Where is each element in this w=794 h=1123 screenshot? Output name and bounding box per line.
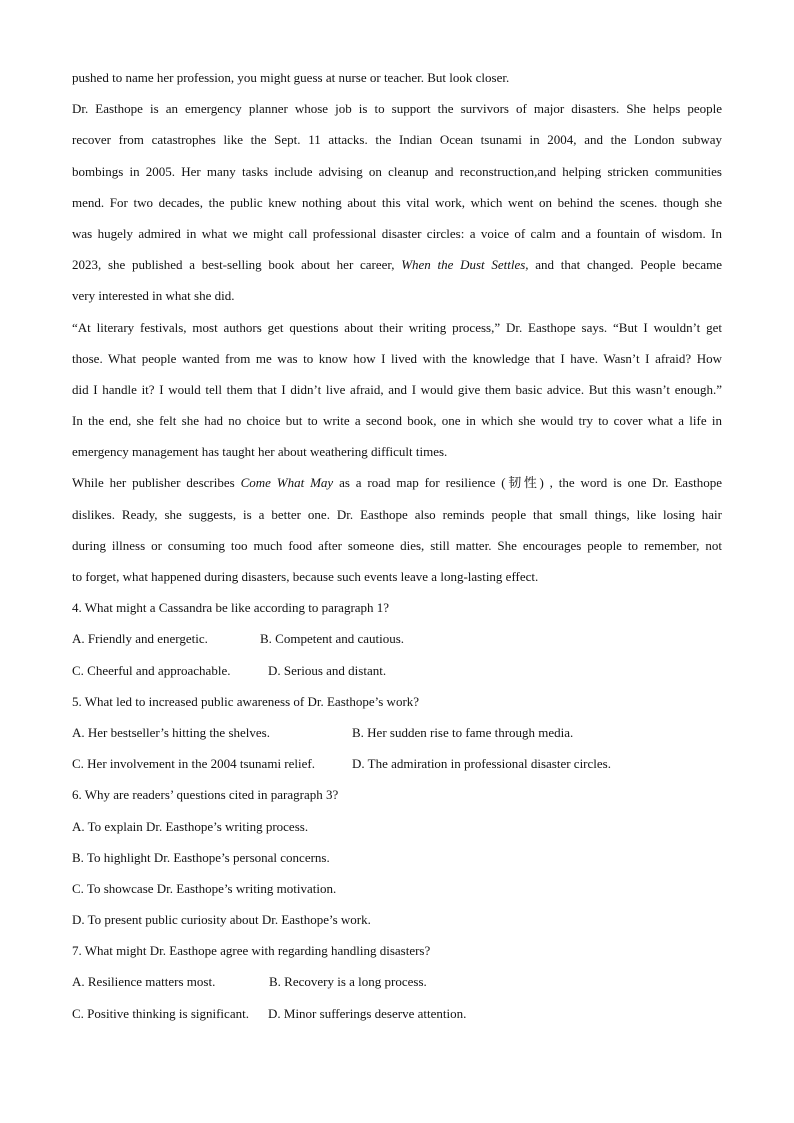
paragraph-line: very interested in what she did. [72, 288, 235, 304]
question-7 [72, 935, 722, 1029]
option-c[interactable]: C. Her involvement in the 2004 tsunami relief. [72, 756, 315, 772]
text-segment: While her publisher describes [72, 475, 235, 491]
question-stem: 7. What might Dr. Easthope agree with regarding handling disasters? [72, 943, 431, 959]
option-c[interactable]: C. Cheerful and approachable. [72, 662, 231, 678]
paragraph-3 [72, 312, 722, 468]
paragraph-line: emergency management has taught her about weathering difficult times. [72, 444, 448, 460]
book-title: When the Dust Settles [401, 257, 526, 273]
option-b[interactable]: B. Competent and cautious. [260, 631, 405, 647]
paragraph-line: was hugely admired in what we might call professional disaster circles: a voice of calm and a fountain of wisdom. In [72, 225, 722, 241]
question-4 [72, 592, 722, 686]
paragraph-line: recover from catastrophes like the Sept. 11 attacks. the Indian Ocean tsunami in 2004, and the London subway [72, 132, 722, 148]
paragraph-line: dislikes. Ready, she suggests, is a better one. Dr. Easthope also reminds people that small things, like losing hair [72, 506, 722, 522]
question-stem: 4. What might a Cassandra be like according to paragraph 1? [72, 600, 390, 616]
paragraph-line [72, 249, 722, 280]
paragraph-line: those. What people wanted from me was to know how I lived with the knowledge that I have. Wasn’t I afraid? How [72, 350, 722, 366]
paragraph-line: during illness or consuming too much food after someone dies, still matter. She encourages people to remember, not [72, 537, 722, 553]
text-segment: , and that changed. People became [525, 257, 722, 273]
option-c[interactable]: C. Positive thinking is significant. [72, 1005, 249, 1021]
text-segment: as a road map for resilience (韧性) , the word is one Dr. Easthope [339, 475, 723, 491]
question-5 [72, 686, 722, 780]
option-d[interactable]: D. Minor sufferings deserve attention. [268, 1005, 467, 1021]
option-a[interactable]: A. Friendly and energetic. [72, 631, 208, 647]
question-stem: 6. Why are readers’ questions cited in paragraph 3? [72, 787, 339, 803]
option-a[interactable]: A. To explain Dr. Easthope’s writing process. [72, 818, 309, 834]
paragraph-4 [72, 467, 722, 592]
paragraph-line: bombings in 2005. Her many tasks include advising on cleanup and reconstruction,and helping stricken communities [72, 163, 722, 179]
option-row [72, 655, 722, 686]
paragraph-line: Dr. Easthope is an emergency planner whose job is to support the survivors of major disasters. She helps people [72, 101, 722, 117]
option-c[interactable]: C. To showcase Dr. Easthope’s writing motivation. [72, 880, 337, 896]
option-row [72, 998, 722, 1029]
paragraph-line: “At literary festivals, most authors get questions about their writing process,” Dr. Easthope says. “But I wouldn’t get [72, 319, 722, 335]
option-d[interactable]: D. To present public curiosity about Dr. Easthope’s work. [72, 912, 371, 928]
paragraph-line [72, 467, 722, 498]
option-a[interactable]: A. Resilience matters most. [72, 974, 216, 990]
option-d[interactable]: D. The admiration in professional disaster circles. [352, 756, 611, 772]
option-a[interactable]: A. Her bestseller’s hitting the shelves. [72, 724, 270, 740]
option-row [72, 717, 722, 748]
option-row [72, 966, 722, 997]
paragraph-line: did I handle it? I would tell them that I didn’t live afraid, and I would give them basic advice. But this wasn’t enough.” [72, 381, 722, 397]
paragraph-line: In the end, she felt she had no choice but to write a second book, one in which she would try to cover what a life in [72, 413, 722, 429]
option-d[interactable]: D. Serious and distant. [268, 662, 387, 678]
option-row [72, 748, 722, 779]
question-6 [72, 779, 722, 935]
option-row [72, 623, 722, 654]
option-b[interactable]: B. Her sudden rise to fame through media. [352, 724, 574, 740]
book-title: Come What May [240, 475, 334, 491]
exam-page [72, 62, 722, 1029]
option-b[interactable]: B. To highlight Dr. Easthope’s personal concerns. [72, 849, 330, 865]
paragraph-1-tail: pushed to name her profession, you might guess at nurse or teacher. But look closer. [72, 70, 510, 85]
text-segment: 2023, she published a best-selling book about her career, [72, 257, 395, 273]
paragraph-line: mend. For two decades, the public knew nothing about this vital work, which went on behind the scenes. though she [72, 194, 722, 210]
paragraph-line: to forget, what happened during disasters, because such events leave a long-lasting effect. [72, 569, 539, 584]
question-stem: 5. What led to increased public awareness of Dr. Easthope’s work? [72, 693, 420, 709]
paragraph-2 [72, 93, 722, 311]
option-b[interactable]: B. Recovery is a long process. [269, 974, 427, 990]
